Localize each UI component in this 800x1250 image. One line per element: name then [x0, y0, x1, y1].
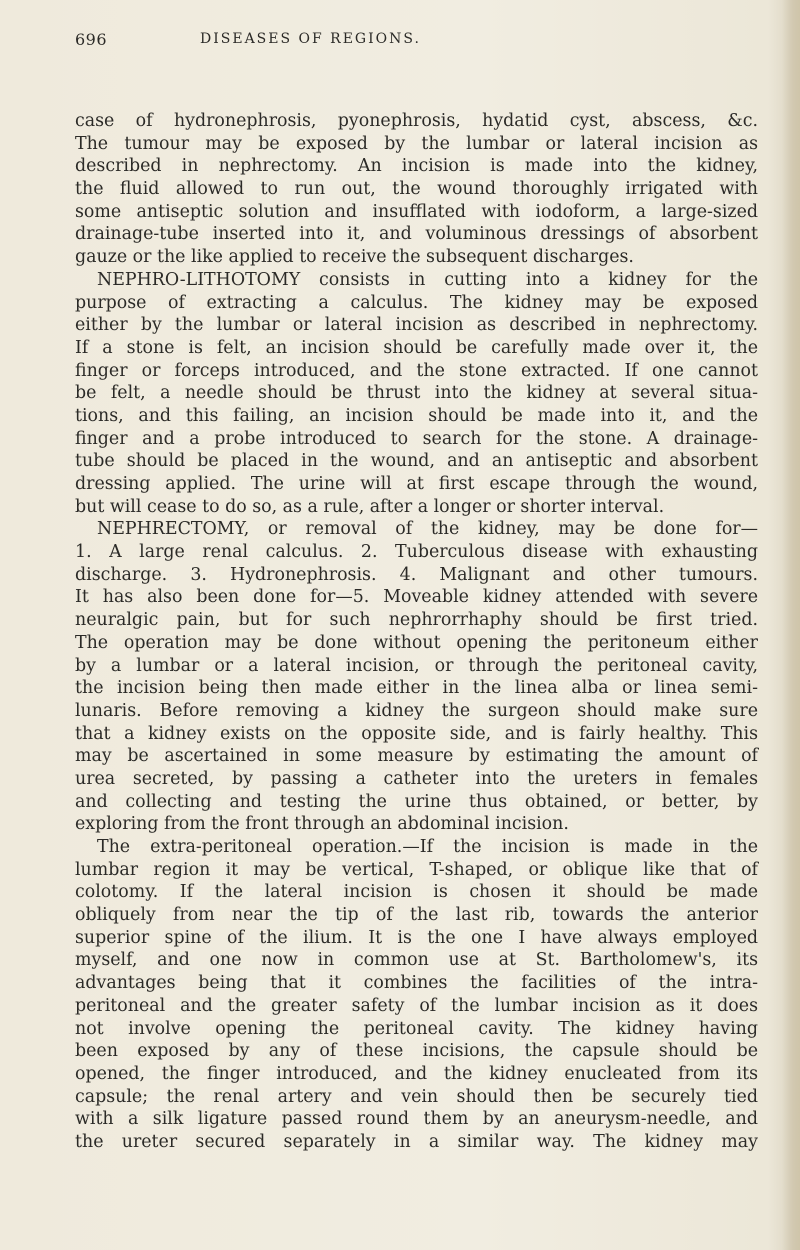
- text-line: by a lumbar or a lateral incision, or through the peritoneal cavity,: [75, 655, 758, 676]
- text-line: The tumour may be exposed by the lumbar or lateral incision as: [75, 133, 758, 154]
- text-line: exploring from the front through an abdominal incision.: [75, 814, 569, 835]
- text-line: the ureter secured separately in a similar way. The kidney may: [75, 1131, 758, 1152]
- text-line: drainage-tube inserted into it, and voluminous dressings of absorbent: [75, 224, 758, 245]
- text-line: either by the lumbar or lateral incision as described in nephrectomy.: [75, 315, 758, 336]
- text-line: but will cease to do so, as a rule, after a longer or shorter interval.: [75, 496, 665, 517]
- text-line: may be ascertained in some measure by estimating the amount of: [75, 746, 758, 767]
- text-line: If a stone is felt, an incision should be carefully made over it, the: [75, 337, 758, 358]
- text-line: opened, the finger introduced, and the kidney enucleated from its: [75, 1063, 758, 1084]
- text-line: purpose of extracting a calculus. The kidney may be exposed: [75, 292, 758, 313]
- text-line: the incision being then made either in the linea alba or linea semi-: [75, 678, 758, 699]
- text-line: 1. A large renal calculus. 2. Tuberculous disease with exhausting: [75, 542, 758, 563]
- text-line: with a silk ligature passed round them by an aneurysm-needle, and: [75, 1109, 758, 1130]
- text-line: been exposed by any of these incisions, the capsule should be: [75, 1041, 758, 1062]
- text-line: finger or forceps introduced, and the stone extracted. If one cannot: [75, 360, 758, 381]
- text-line: that a kidney exists on the opposite side, and is fairly healthy. This: [75, 723, 758, 744]
- text-line: capsule; the renal artery and vein should then be securely tied: [75, 1086, 758, 1107]
- text-line: NEPHRECTOMY, or removal of the kidney, may be done for—: [97, 519, 758, 540]
- text-line: discharge. 3. Hydronephrosis. 4. Malignant and other tumours.: [75, 564, 758, 585]
- text-line: The extra-peritoneal operation.—If the incision is made in the: [97, 837, 758, 857]
- text-line: dressing applied. The urine will at first escape through the wound,: [75, 474, 758, 494]
- text-line: gauze or the like applied to receive the subsequent discharges.: [75, 247, 634, 268]
- page-number: 696: [75, 30, 108, 49]
- page-header: [75, 30, 755, 60]
- text-line: not involve opening the peritoneal cavity. The kidney having: [75, 1018, 758, 1039]
- text-line: the fluid allowed to run out, the wound thoroughly irrigated with: [75, 179, 758, 200]
- text-line: be felt, a needle should be thrust into the kidney at several situa-: [75, 383, 758, 404]
- text-line: case of hydronephrosis, pyonephrosis, hydatid cyst, abscess, &c.: [75, 111, 758, 131]
- text-line: described in nephrectomy. An incision is made into the kidney,: [75, 156, 758, 177]
- text-line: and collecting and testing the urine thus obtained, or better, by: [75, 791, 758, 812]
- text-line: tions, and this failing, an incision should be made into it, and the: [75, 405, 758, 426]
- text-line: some antiseptic solution and insufflated with iodoform, a large-sized: [75, 201, 758, 222]
- page-edge-shadow: [782, 0, 800, 1250]
- text-line: It has also been done for—5. Moveable kidney attended with severe: [75, 587, 758, 608]
- text-line: lumbar region it may be vertical, T-shaped, or oblique like that of: [75, 859, 758, 880]
- text-line: The operation may be done without opening the peritoneum either: [75, 632, 758, 653]
- text-line: superior spine of the ilium. It is the one I have always employed: [75, 927, 758, 948]
- text-line: colotomy. If the lateral incision is chosen it should be made: [75, 882, 758, 903]
- text-line: myself, and one now in common use at St. Bartholomew's, its: [75, 950, 758, 971]
- text-line: finger and a probe introduced to search for the stone. A drainage-: [75, 428, 758, 449]
- text-line: urea secreted, by passing a catheter into the ureters in females: [75, 768, 758, 789]
- running-title: DISEASES OF REGIONS.: [200, 31, 421, 47]
- text-line: NEPHRO-LITHOTOMY consists in cutting into a kidney for the: [97, 269, 758, 290]
- text-line: peritoneal and the greater safety of the lumbar incision as it does: [75, 995, 758, 1016]
- text-line: obliquely from near the tip of the last rib, towards the anterior: [75, 905, 758, 926]
- body-text: [75, 110, 758, 1154]
- text-line: tube should be placed in the wound, and an antiseptic and absorbent: [75, 451, 758, 472]
- text-line: lunaris. Before removing a kidney the surgeon should make sure: [75, 700, 758, 721]
- text-line: neuralgic pain, but for such nephrorrhaphy should be first tried.: [75, 610, 758, 631]
- text-line: advantages being that it combines the facilities of the intra-: [75, 973, 758, 994]
